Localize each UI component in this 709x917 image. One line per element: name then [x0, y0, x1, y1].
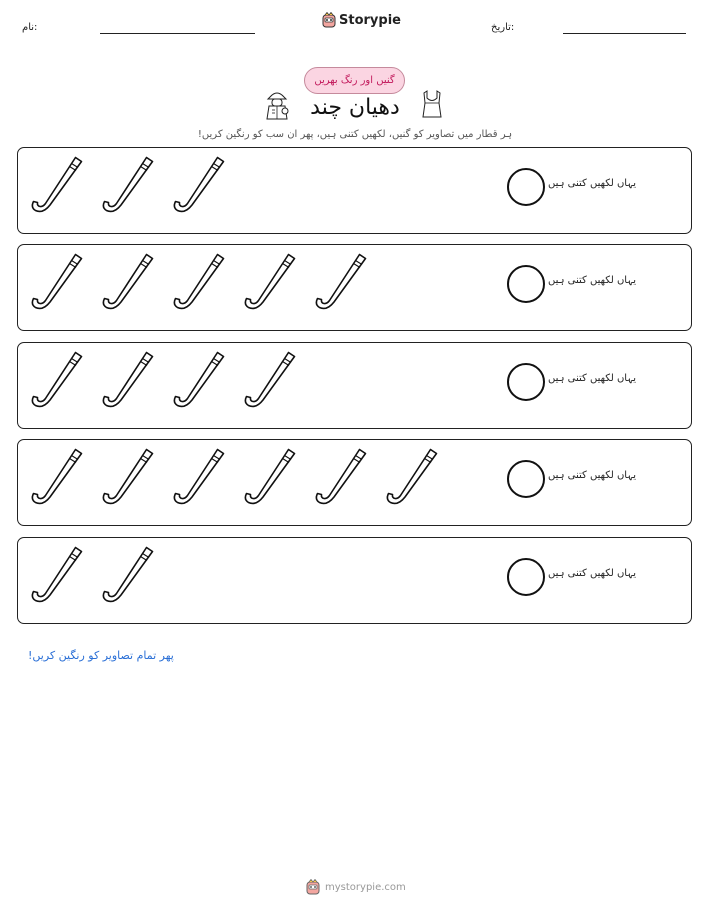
hockey-stick-icon: [241, 252, 299, 314]
jersey-icon: [421, 89, 443, 121]
hockey-stick-icon: [170, 155, 228, 217]
count-row: [17, 342, 692, 429]
answer-label: یہاں لکھیں کتنی ہیں: [548, 568, 636, 579]
answer-circle[interactable]: [507, 558, 545, 596]
storypie-mascot-icon: [322, 12, 336, 28]
answer-circle[interactable]: [507, 460, 545, 498]
hockey-stick-icon: [241, 350, 299, 412]
date-line[interactable]: [563, 33, 686, 34]
hockey-stick-icon: [170, 252, 228, 314]
hockey-stick-icon: [312, 447, 370, 509]
instructions: ہر قطار میں تصاویر کو گنیں، لکھیں کتنی ہیں، پھر ان سب کو رنگین کریں!: [197, 129, 513, 140]
closing-note: پھر تمام تصاویر کو رنگین کریں!: [28, 649, 174, 662]
answer-label: یہاں لکھیں کتنی ہیں: [548, 470, 636, 481]
hockey-stick-icon: [28, 447, 86, 509]
answer-label: یہاں لکھیں کتنی ہیں: [548, 178, 636, 189]
hockey-stick-icon: [170, 350, 228, 412]
storypie-mascot-icon: [306, 879, 320, 895]
hockey-stick-icon: [241, 447, 299, 509]
page-title: دھیان چند: [310, 95, 400, 120]
hockey-stick-icon: [28, 545, 86, 607]
brand-logo: [322, 12, 401, 28]
answer-label: یہاں لکھیں کتنی ہیں: [548, 275, 636, 286]
activity-badge: گنیں اور رنگ بھریں: [304, 67, 405, 94]
count-row: [17, 537, 692, 624]
hockey-stick-icon: [99, 350, 157, 412]
count-row: [17, 244, 692, 331]
name-line[interactable]: [100, 33, 255, 34]
hockey-stick-icon: [28, 350, 86, 412]
answer-circle[interactable]: [507, 168, 545, 206]
hockey-stick-icon: [99, 155, 157, 217]
count-row: [17, 147, 692, 234]
hockey-stick-icon: [28, 155, 86, 217]
answer-label: یہاں لکھیں کتنی ہیں: [548, 373, 636, 384]
hockey-stick-icon: [99, 545, 157, 607]
count-row: [17, 439, 692, 526]
detective-icon: [264, 89, 290, 121]
answer-circle[interactable]: [507, 363, 545, 401]
footer-site: mystorypie.com: [325, 881, 406, 893]
name-label: نام:: [22, 22, 38, 33]
brand-name: Storypie: [339, 12, 401, 28]
date-label: تاریخ:: [491, 22, 515, 33]
hockey-stick-icon: [312, 252, 370, 314]
hockey-stick-icon: [170, 447, 228, 509]
hockey-stick-icon: [383, 447, 441, 509]
footer: [306, 879, 406, 895]
hockey-stick-icon: [99, 447, 157, 509]
hockey-stick-icon: [28, 252, 86, 314]
hockey-stick-icon: [99, 252, 157, 314]
answer-circle[interactable]: [507, 265, 545, 303]
